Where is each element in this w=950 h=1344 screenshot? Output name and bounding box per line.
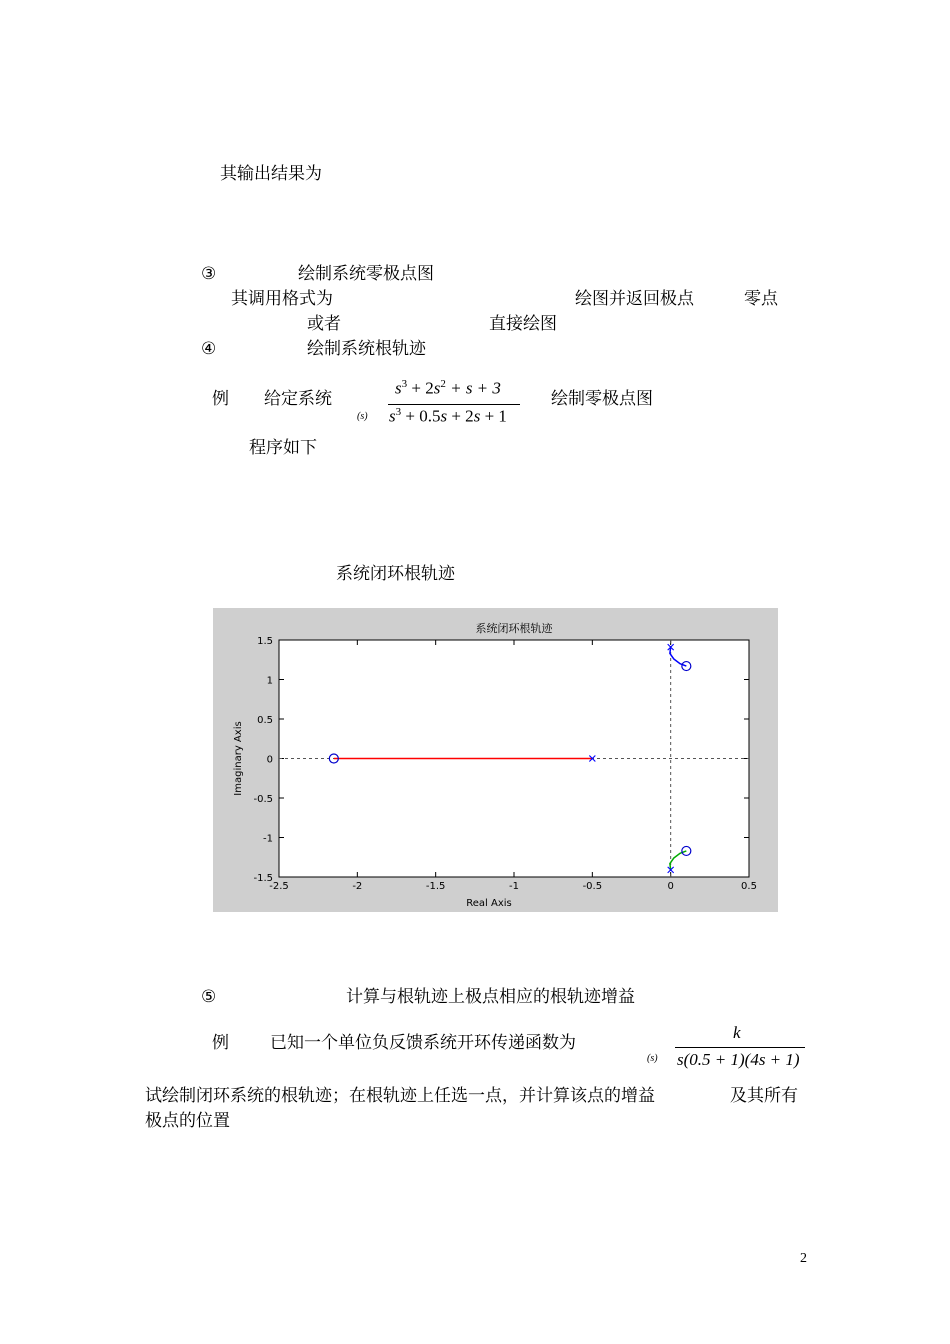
item3-mark: ③	[201, 264, 217, 284]
y-tick-label: -1.5	[253, 873, 273, 884]
item4-title: 绘制系统根轨迹	[307, 339, 426, 359]
example1-label: 例	[212, 389, 229, 409]
x-tick-label: 0	[667, 881, 674, 892]
paragraph-line1: 试绘制闭环系统的根轨迹；在根轨迹上任选一点，并计算该点的增益	[145, 1086, 655, 1106]
y-tick-label: 1	[266, 675, 273, 687]
zero-text: 零点	[744, 289, 778, 309]
formula1-denominator: $s^3 + 0.5s + 2s + 1$	[389, 406, 507, 426]
formula1-arg: (s)	[357, 411, 368, 422]
example2-text: 已知一个单位负反馈系统开环传递函数为	[270, 1033, 576, 1053]
root-locus-figure	[213, 608, 778, 912]
x-tick-label: -2	[352, 881, 363, 892]
x-tick-label: 0.5	[741, 881, 757, 892]
paragraph-line2: 极点的位置	[145, 1111, 230, 1131]
or-text: 或者	[307, 314, 341, 334]
output-result-text: 其输出结果为	[220, 164, 322, 184]
example1-action: 绘制零极点图	[551, 389, 653, 409]
call-format-text: 其调用格式为	[231, 289, 333, 309]
draw-return-text: 绘图并返回极点	[575, 289, 694, 309]
x-tick-label: -1	[509, 881, 519, 892]
item5-mark: ⑤	[201, 987, 217, 1007]
example2-label: 例	[212, 1033, 229, 1053]
x-axis-label: Real Axis	[466, 898, 512, 909]
formula1-numerator: $s^3 + 2s^2 + s + 3$	[395, 378, 501, 398]
y-tick-label: 0	[266, 754, 273, 766]
formula2-denominator: s(0.5 + 1)(4s + 1)	[677, 1050, 800, 1069]
direct-draw-text: 直接绘图	[489, 314, 557, 334]
paragraph-line1-tail: 及其所有	[730, 1086, 798, 1106]
x-tick-label: -1.5	[425, 881, 446, 892]
y-tick-label: -0.5	[253, 794, 273, 805]
root-locus-chart	[213, 608, 778, 912]
y-tick-label: 0.5	[257, 715, 273, 726]
formula1-fraction-line	[388, 404, 520, 405]
x-tick-label: -2.5	[269, 881, 289, 892]
item5-title: 计算与根轨迹上极点相应的根轨迹增益	[346, 987, 635, 1007]
formula2-numerator: k	[733, 1023, 741, 1042]
formula2-fraction-line	[675, 1047, 805, 1048]
page-number: 2	[800, 1251, 807, 1266]
item3-title: 绘制系统零极点图	[298, 264, 434, 284]
formula2-arg: (s)	[647, 1053, 658, 1064]
chart-title: 系统闭环根轨迹	[475, 622, 553, 635]
y-axis-label: Imaginary Axis	[233, 721, 244, 796]
program-text: 程序如下	[249, 438, 317, 458]
example1-given: 给定系统	[264, 389, 332, 409]
y-tick-label: 1.5	[257, 636, 273, 647]
y-tick-label: -1	[263, 833, 273, 845]
x-tick-label: -0.5	[582, 881, 603, 892]
item4-mark: ④	[201, 339, 217, 359]
figure-caption: 系统闭环根轨迹	[336, 564, 455, 584]
